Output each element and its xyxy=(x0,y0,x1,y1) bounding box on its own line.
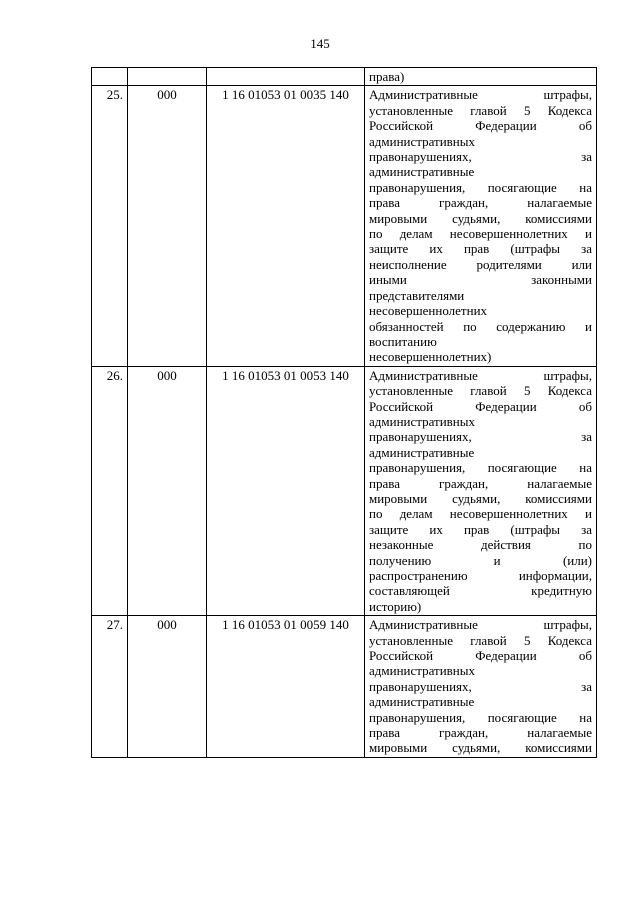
description-word: и xyxy=(493,552,501,568)
description-word: граждан, xyxy=(439,195,489,211)
description-line xyxy=(369,118,592,133)
description-word: и xyxy=(585,226,592,242)
revenue-description-cell xyxy=(365,366,597,616)
description-line: административных xyxy=(369,133,475,149)
description-word: правонарушениях, xyxy=(369,149,472,165)
budget-classification-code-cell: 1 16 01053 01 0053 140 xyxy=(207,366,365,616)
description-line xyxy=(369,725,592,740)
description-line xyxy=(369,476,592,491)
description-line: права) xyxy=(369,69,405,84)
admin-code-cell xyxy=(128,68,207,86)
description-word: мировыми xyxy=(369,740,428,756)
description-line xyxy=(369,272,592,287)
description-word: (штрафы xyxy=(510,241,561,257)
description-line xyxy=(369,522,592,537)
description-line xyxy=(369,149,592,164)
description-word: граждан, xyxy=(439,725,489,741)
description-line xyxy=(369,710,592,725)
description-word: права xyxy=(369,195,400,211)
description-word: за xyxy=(581,149,592,165)
description-word: за xyxy=(581,241,592,257)
description-line xyxy=(369,506,592,521)
table-row xyxy=(92,616,597,758)
description-word: неисполнение xyxy=(369,256,447,272)
description-word: главой xyxy=(470,383,507,399)
description-word: посягающие xyxy=(487,709,557,725)
description-word: граждан, xyxy=(439,475,489,491)
row-number-cell: 26. xyxy=(92,366,128,616)
description-word: судьями, xyxy=(452,490,501,506)
description-word: Кодекса xyxy=(547,632,592,648)
description-word: за xyxy=(581,429,592,445)
description-line: административные xyxy=(369,444,475,460)
description-word: на xyxy=(579,709,592,725)
description-word: и xyxy=(585,506,592,522)
description-word: комиссиями xyxy=(525,740,592,756)
description-line xyxy=(369,633,592,648)
description-line xyxy=(369,568,592,583)
description-line: административные xyxy=(369,164,475,180)
description-word: установленные xyxy=(369,102,453,118)
description-word: штрафы, xyxy=(543,87,592,103)
description-line xyxy=(369,491,592,506)
description-line: историю) xyxy=(369,598,422,614)
description-line: административных xyxy=(369,663,475,679)
description-word: Федерации xyxy=(475,648,537,664)
description-line xyxy=(369,368,592,383)
description-line xyxy=(369,383,592,398)
table-row xyxy=(92,86,597,366)
description-word: об xyxy=(578,398,592,414)
description-word: права xyxy=(369,475,400,491)
description-line: воспитанию xyxy=(369,333,437,349)
description-line xyxy=(369,226,592,241)
description-word: незаконные xyxy=(369,537,434,553)
description-line xyxy=(369,429,592,444)
revenue-description-cell xyxy=(365,86,597,366)
description-line xyxy=(369,103,592,118)
description-word: комиссиями xyxy=(525,210,592,226)
description-line xyxy=(369,679,592,694)
description-line xyxy=(369,241,592,256)
description-word: Федерации xyxy=(475,398,537,414)
description-word: посягающие xyxy=(487,179,557,195)
description-word: действия xyxy=(481,537,531,553)
description-word: на xyxy=(579,179,592,195)
description-line xyxy=(369,583,592,598)
description-word: налагаемые xyxy=(527,475,592,491)
description-word: за xyxy=(581,678,592,694)
table-row xyxy=(92,366,597,616)
description-word: составляющей xyxy=(369,583,450,599)
budget-classification-code-cell xyxy=(207,68,365,86)
description-word: штрафы, xyxy=(543,367,592,383)
description-word: Российской xyxy=(369,118,434,134)
admin-code-cell: 000 xyxy=(128,366,207,616)
description-word: 5 xyxy=(523,383,531,399)
description-word: (штрафы xyxy=(510,521,561,537)
description-word: делам xyxy=(399,226,433,242)
description-word: правонарушениях, xyxy=(369,678,472,694)
description-word: или xyxy=(571,256,592,272)
description-word: установленные xyxy=(369,383,453,399)
description-word: Административные xyxy=(369,87,478,103)
description-word: Российской xyxy=(369,398,434,414)
description-word: кредитную xyxy=(531,583,592,599)
row-number-cell: 27. xyxy=(92,616,128,758)
description-word: штрафы, xyxy=(543,617,592,633)
description-word: мировыми xyxy=(369,210,428,226)
description-word: несовершеннолетних xyxy=(449,506,568,522)
description-word: об xyxy=(578,648,592,664)
revenue-description-cell xyxy=(365,616,597,758)
description-word: прав xyxy=(463,241,490,257)
description-word: правонарушения, xyxy=(369,709,466,725)
description-word: обязанностей xyxy=(369,318,444,334)
description-word: права xyxy=(369,725,400,741)
description-word: делам xyxy=(399,506,433,522)
description-line xyxy=(369,211,592,226)
budget-code-table xyxy=(91,67,597,758)
description-line xyxy=(369,460,592,475)
description-word: Российской xyxy=(369,648,434,664)
description-word: правонарушения, xyxy=(369,179,466,195)
description-line xyxy=(369,399,592,414)
description-line xyxy=(369,537,592,552)
description-line xyxy=(369,180,592,195)
description-line: административных xyxy=(369,413,475,429)
description-line xyxy=(369,257,592,272)
table-row xyxy=(92,68,597,86)
budget-classification-code-cell: 1 16 01053 01 0035 140 xyxy=(207,86,365,366)
description-word: по xyxy=(369,226,383,242)
description-line: административные xyxy=(369,694,475,710)
description-word: посягающие xyxy=(487,460,557,476)
description-word: правонарушениях, xyxy=(369,429,472,445)
table-body xyxy=(92,68,597,758)
description-word: об xyxy=(578,118,592,134)
row-number-cell xyxy=(92,68,128,86)
description-line xyxy=(369,617,592,632)
description-word: судьями, xyxy=(452,740,501,756)
description-word: правонарушения, xyxy=(369,460,466,476)
description-word: комиссиями xyxy=(525,490,592,506)
description-word: по xyxy=(578,537,592,553)
description-word: на xyxy=(579,460,592,476)
description-word: Административные xyxy=(369,617,478,633)
description-word: 5 xyxy=(523,102,531,118)
budget-classification-code-cell: 1 16 01053 01 0059 140 xyxy=(207,616,365,758)
description-line xyxy=(369,553,592,568)
revenue-description-cell xyxy=(365,68,597,86)
description-word: законными xyxy=(531,272,592,288)
description-word: налагаемые xyxy=(527,195,592,211)
description-word: информации, xyxy=(518,568,592,583)
description-word: Административные xyxy=(369,367,478,383)
description-line: несовершеннолетних xyxy=(369,303,488,319)
description-word: Кодекса xyxy=(547,383,592,399)
description-line: представителями xyxy=(369,287,465,303)
description-word: и xyxy=(585,318,592,334)
description-line xyxy=(369,740,592,755)
description-word: Кодекса xyxy=(547,102,592,118)
description-word: установленные xyxy=(369,632,453,648)
description-word: главой xyxy=(470,102,507,118)
description-word: получению xyxy=(369,552,432,568)
row-number-cell: 25. xyxy=(92,86,128,366)
description-word: 5 xyxy=(523,632,531,648)
description-word: содержанию xyxy=(496,318,566,334)
description-line xyxy=(369,195,592,210)
description-word: (или) xyxy=(562,552,592,568)
admin-code-cell: 000 xyxy=(128,86,207,366)
description-word: иными xyxy=(369,272,407,288)
description-word: налагаемые xyxy=(527,725,592,741)
description-word: распространению xyxy=(369,568,468,583)
description-word: прав xyxy=(463,521,490,537)
description-word: мировыми xyxy=(369,490,428,506)
description-line xyxy=(369,319,592,334)
description-word: главой xyxy=(470,632,507,648)
description-word: защите xyxy=(369,241,409,257)
description-word: их xyxy=(429,241,443,257)
description-word: родителями xyxy=(476,256,542,272)
admin-code-cell: 000 xyxy=(128,616,207,758)
description-word: судьями, xyxy=(452,210,501,226)
description-word: по xyxy=(463,318,477,334)
description-word: Федерации xyxy=(475,118,537,134)
description-word: защите xyxy=(369,521,409,537)
description-line xyxy=(369,648,592,663)
description-word: их xyxy=(429,521,443,537)
description-word: по xyxy=(369,506,383,522)
description-line: несовершеннолетних) xyxy=(369,349,492,365)
description-line xyxy=(369,87,592,102)
description-word: за xyxy=(581,521,592,537)
page-number: 145 xyxy=(310,36,330,51)
description-word: несовершеннолетних xyxy=(449,226,568,242)
